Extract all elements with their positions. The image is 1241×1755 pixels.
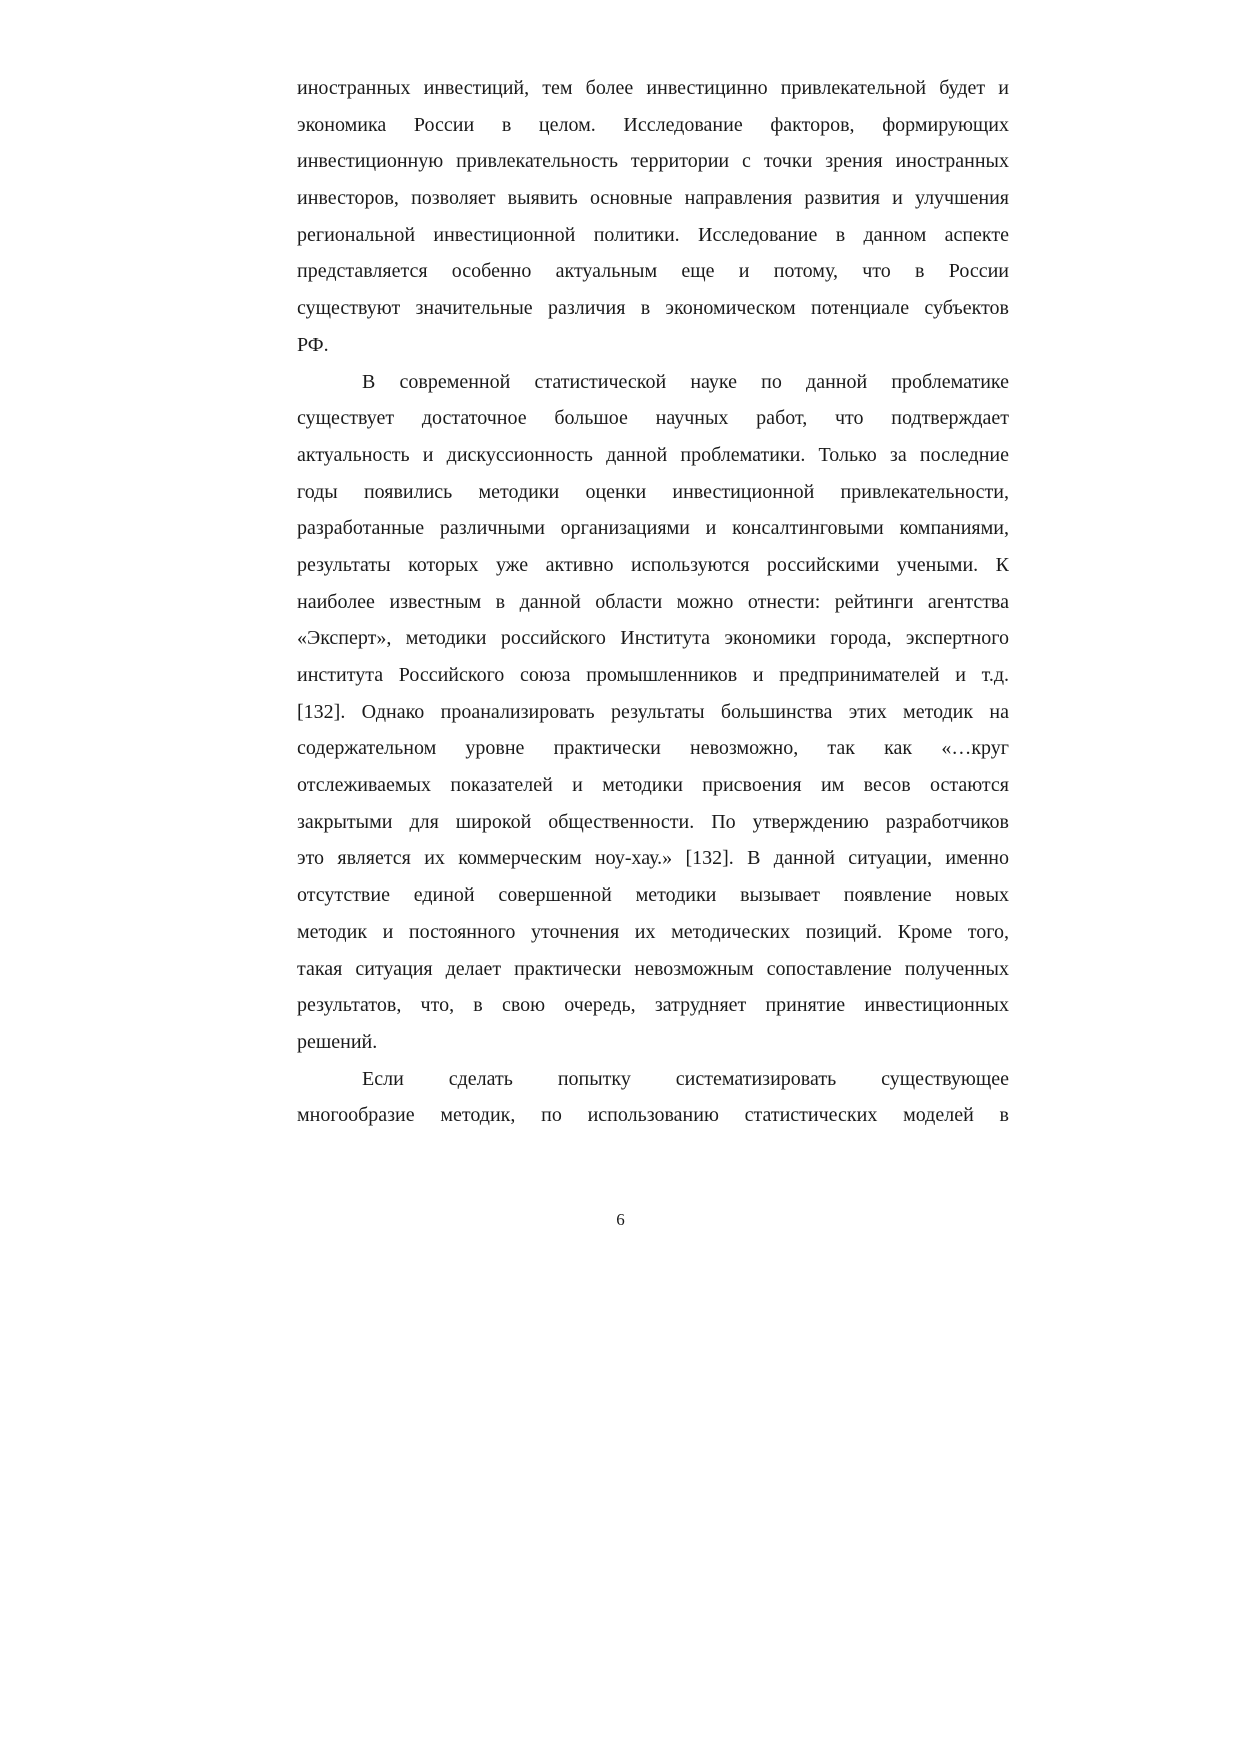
text-line: решений. (297, 1030, 378, 1053)
text-line: РФ. (297, 333, 329, 356)
text-line: инвесторов, позволяет выявить основные направления развития и улучшения (297, 187, 1009, 210)
text-line: разработанные различными организациями и консалтинговыми компаниями, (297, 517, 1009, 540)
text-line: многообразие методик, по использованию статистических моделей в (297, 1104, 1009, 1127)
text-line: отсутствие единой совершенной методики вызывает появление новых (297, 884, 1009, 907)
text-line: региональной инвестиционной политики. Исследование в данном аспекте (297, 223, 1009, 246)
text-line: актуальность и дискуссионность данной проблематики. Только за последние (297, 443, 1009, 466)
text-line: Если сделать попытку систематизировать существующее (362, 1067, 1009, 1090)
text-line: наиболее известным в данной области можно отнести: рейтинги агентства (297, 590, 1009, 613)
text-line: содержательном уровне практически невозможно, так как «…круг (297, 737, 1009, 760)
text-line: результаты которых уже активно используются российскими учеными. К (297, 553, 1009, 576)
text-line: института Российского союза промышленников и предпринимателей и т.д. (297, 664, 1009, 686)
text-line: [132]. Однако проанализировать результаты большинства этих методик на (297, 700, 1009, 723)
text-line: существует достаточное большое научных работ, что подтверждает (297, 407, 1009, 430)
text-line: экономика России в целом. Исследование факторов, формирующих (297, 113, 1009, 136)
text-line: результатов, что, в свою очередь, затрудняет принятие инвестиционных (297, 994, 1009, 1017)
text-line: закрытыми для широкой общественности. По утверждению разработчиков (297, 810, 1009, 833)
text-line: В современной статистической науке по данной проблематике (362, 370, 1009, 393)
text-line: существуют значительные различия в экономическом потенциале субъектов (297, 297, 1009, 320)
text-line: инвестиционную привлекательность территории с точки зрения иностранных (297, 150, 1009, 173)
text-line: иностранных инвестиций, тем более инвестицинно привлекательной будет и (297, 77, 1009, 99)
text-line: это является их коммерческим ноу-хау.» [132]. В данной ситуации, именно (297, 847, 1009, 870)
page-number: 6 (616, 1210, 625, 1229)
text-line: «Эксперт», методики российского Института экономики города, экспертного (297, 627, 1009, 650)
text-line: представляется особенно актуальным еще и потому, что в России (297, 260, 1009, 283)
text-line: методик и постоянного уточнения их методических позиций. Кроме того, (297, 920, 1009, 943)
text-line: годы появились методики оценки инвестиционной привлекательности, (297, 480, 1009, 503)
body-text (297, 70, 1009, 1134)
text-line: отслеживаемых показателей и методики присвоения им весов остаются (297, 774, 1009, 797)
text-line: такая ситуация делает практически невозможным сопоставление полученных (297, 957, 1009, 980)
